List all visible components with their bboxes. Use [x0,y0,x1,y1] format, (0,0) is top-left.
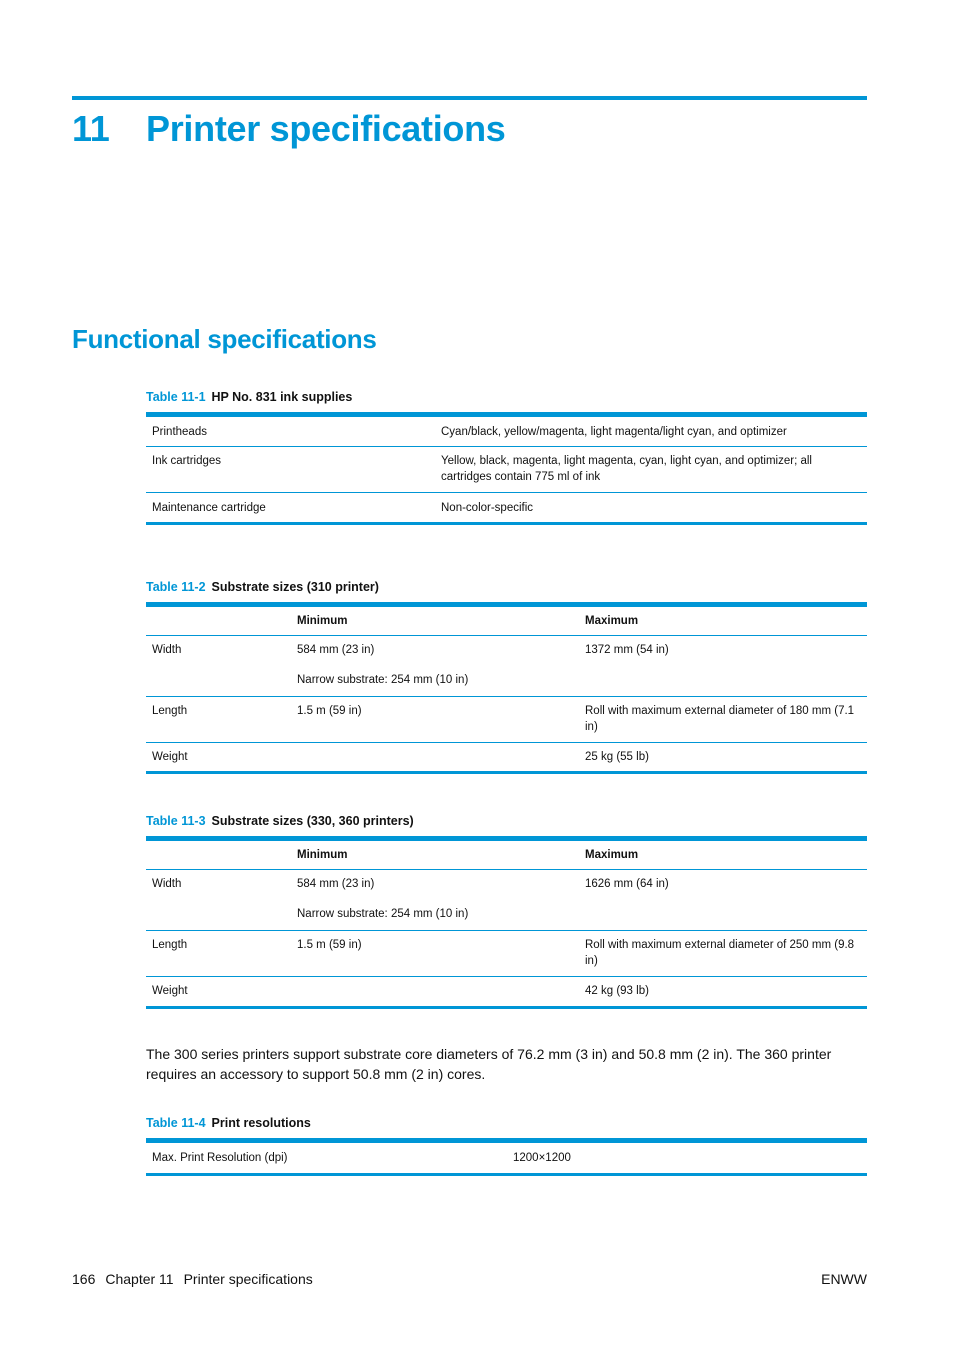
table-title: Print resolutions [211,1116,311,1130]
table-header-cell: Maximum [585,849,639,861]
ink-supplies-table [146,412,867,525]
table-label: Table 11-3 [146,814,206,828]
table-cell: 25 kg (55 lb) [585,751,649,763]
table-row [146,1143,867,1173]
table-cell: Yellow, black, magenta, light magenta, cyan, light cyan, and optimizer; all cartridges contain 775 ml of ink [441,455,812,483]
table-row [146,930,867,976]
table-cell: 584 mm (23 in) [297,878,375,890]
table-cell: 584 mm (23 in) [297,644,375,656]
table-cell: Printheads [152,426,207,438]
table-label: Table 11-2 [146,580,206,594]
table-cell: Narrow substrate: 254 mm (10 in) [297,908,469,920]
page-footer [72,1271,323,1287]
table-cell: Maintenance cartridge [152,502,266,514]
table-row [146,742,867,771]
table-cell: Roll with maximum external diameter of 180 mm (7.1 in) [585,705,855,733]
chapter-title-text: Printer specifications [146,108,506,149]
table-cell: Max. Print Resolution (dpi) [152,1152,288,1164]
table-cell: Width [152,644,182,656]
substrate-330-360-table [146,836,867,1009]
table-cell: Cyan/black, yellow/magenta, light magenta/light cyan, and optimizer [441,426,787,438]
print-resolutions-table [146,1138,867,1176]
body-paragraph: The 300 series printers support substrate core diameters of 76.2 mm (3 in) and 50.8 mm (2 in). The 360 printer requires an accessory to support 50.8 mm (2 in) cores. [146,1046,832,1082]
table-cell: Weight [152,985,188,997]
table-caption [146,580,379,594]
table-header-cell: Minimum [297,615,348,627]
page-number: 166 [72,1271,96,1287]
table-cell: Length [152,939,188,951]
table-header-row [146,841,867,869]
table-caption [146,1116,311,1130]
table-cell: 1.5 m (59 in) [297,705,362,717]
table-caption [146,814,414,828]
table-cell: 42 kg (93 lb) [585,985,649,997]
table-title: Substrate sizes (330, 360 printers) [211,814,414,828]
table-bottom-rule [146,1006,867,1009]
table-cell: 1372 mm (54 in) [585,644,669,656]
table-cell: Width [152,878,182,890]
table-cell: Length [152,705,188,717]
table-header-row [146,607,867,635]
table-bottom-rule [146,522,867,525]
table-bottom-rule [146,1173,867,1176]
table-cell: Narrow substrate: 254 mm (10 in) [297,674,469,686]
table-header-cell: Minimum [297,849,348,861]
chapter-title [72,108,506,150]
table-row [146,417,867,446]
table-cell: Roll with maximum external diameter of 250 mm (9.8 in) [585,939,855,967]
footer-chapter: Chapter 11 [105,1271,174,1287]
table-row [146,492,867,522]
substrate-310-table [146,602,867,774]
section-title: Functional specifications [72,324,377,354]
table-row [146,446,867,492]
table-title: Substrate sizes (310 printer) [211,580,379,594]
table-cell: 1.5 m (59 in) [297,939,362,951]
table-cell: Ink cartridges [152,455,222,467]
table-caption [146,390,352,404]
table-label: Table 11-4 [146,1116,206,1130]
chapter-rule [72,96,867,100]
table-row [146,976,867,1006]
table-cell: 1200×1200 [513,1152,571,1164]
table-label: Table 11-1 [146,390,206,404]
table-row [146,869,867,930]
chapter-number: 11 [72,108,110,149]
table-cell: Non-color-specific [441,502,534,514]
table-row [146,635,867,696]
table-cell: 1626 mm (64 in) [585,878,669,890]
table-bottom-rule [146,771,867,774]
footer-chapter-title: Printer specifications [183,1271,313,1287]
table-title: HP No. 831 ink supplies [211,390,353,404]
footer-locale: ENWW [821,1271,867,1287]
table-header-cell: Maximum [585,615,639,627]
table-row [146,696,867,742]
table-cell: Weight [152,751,188,763]
